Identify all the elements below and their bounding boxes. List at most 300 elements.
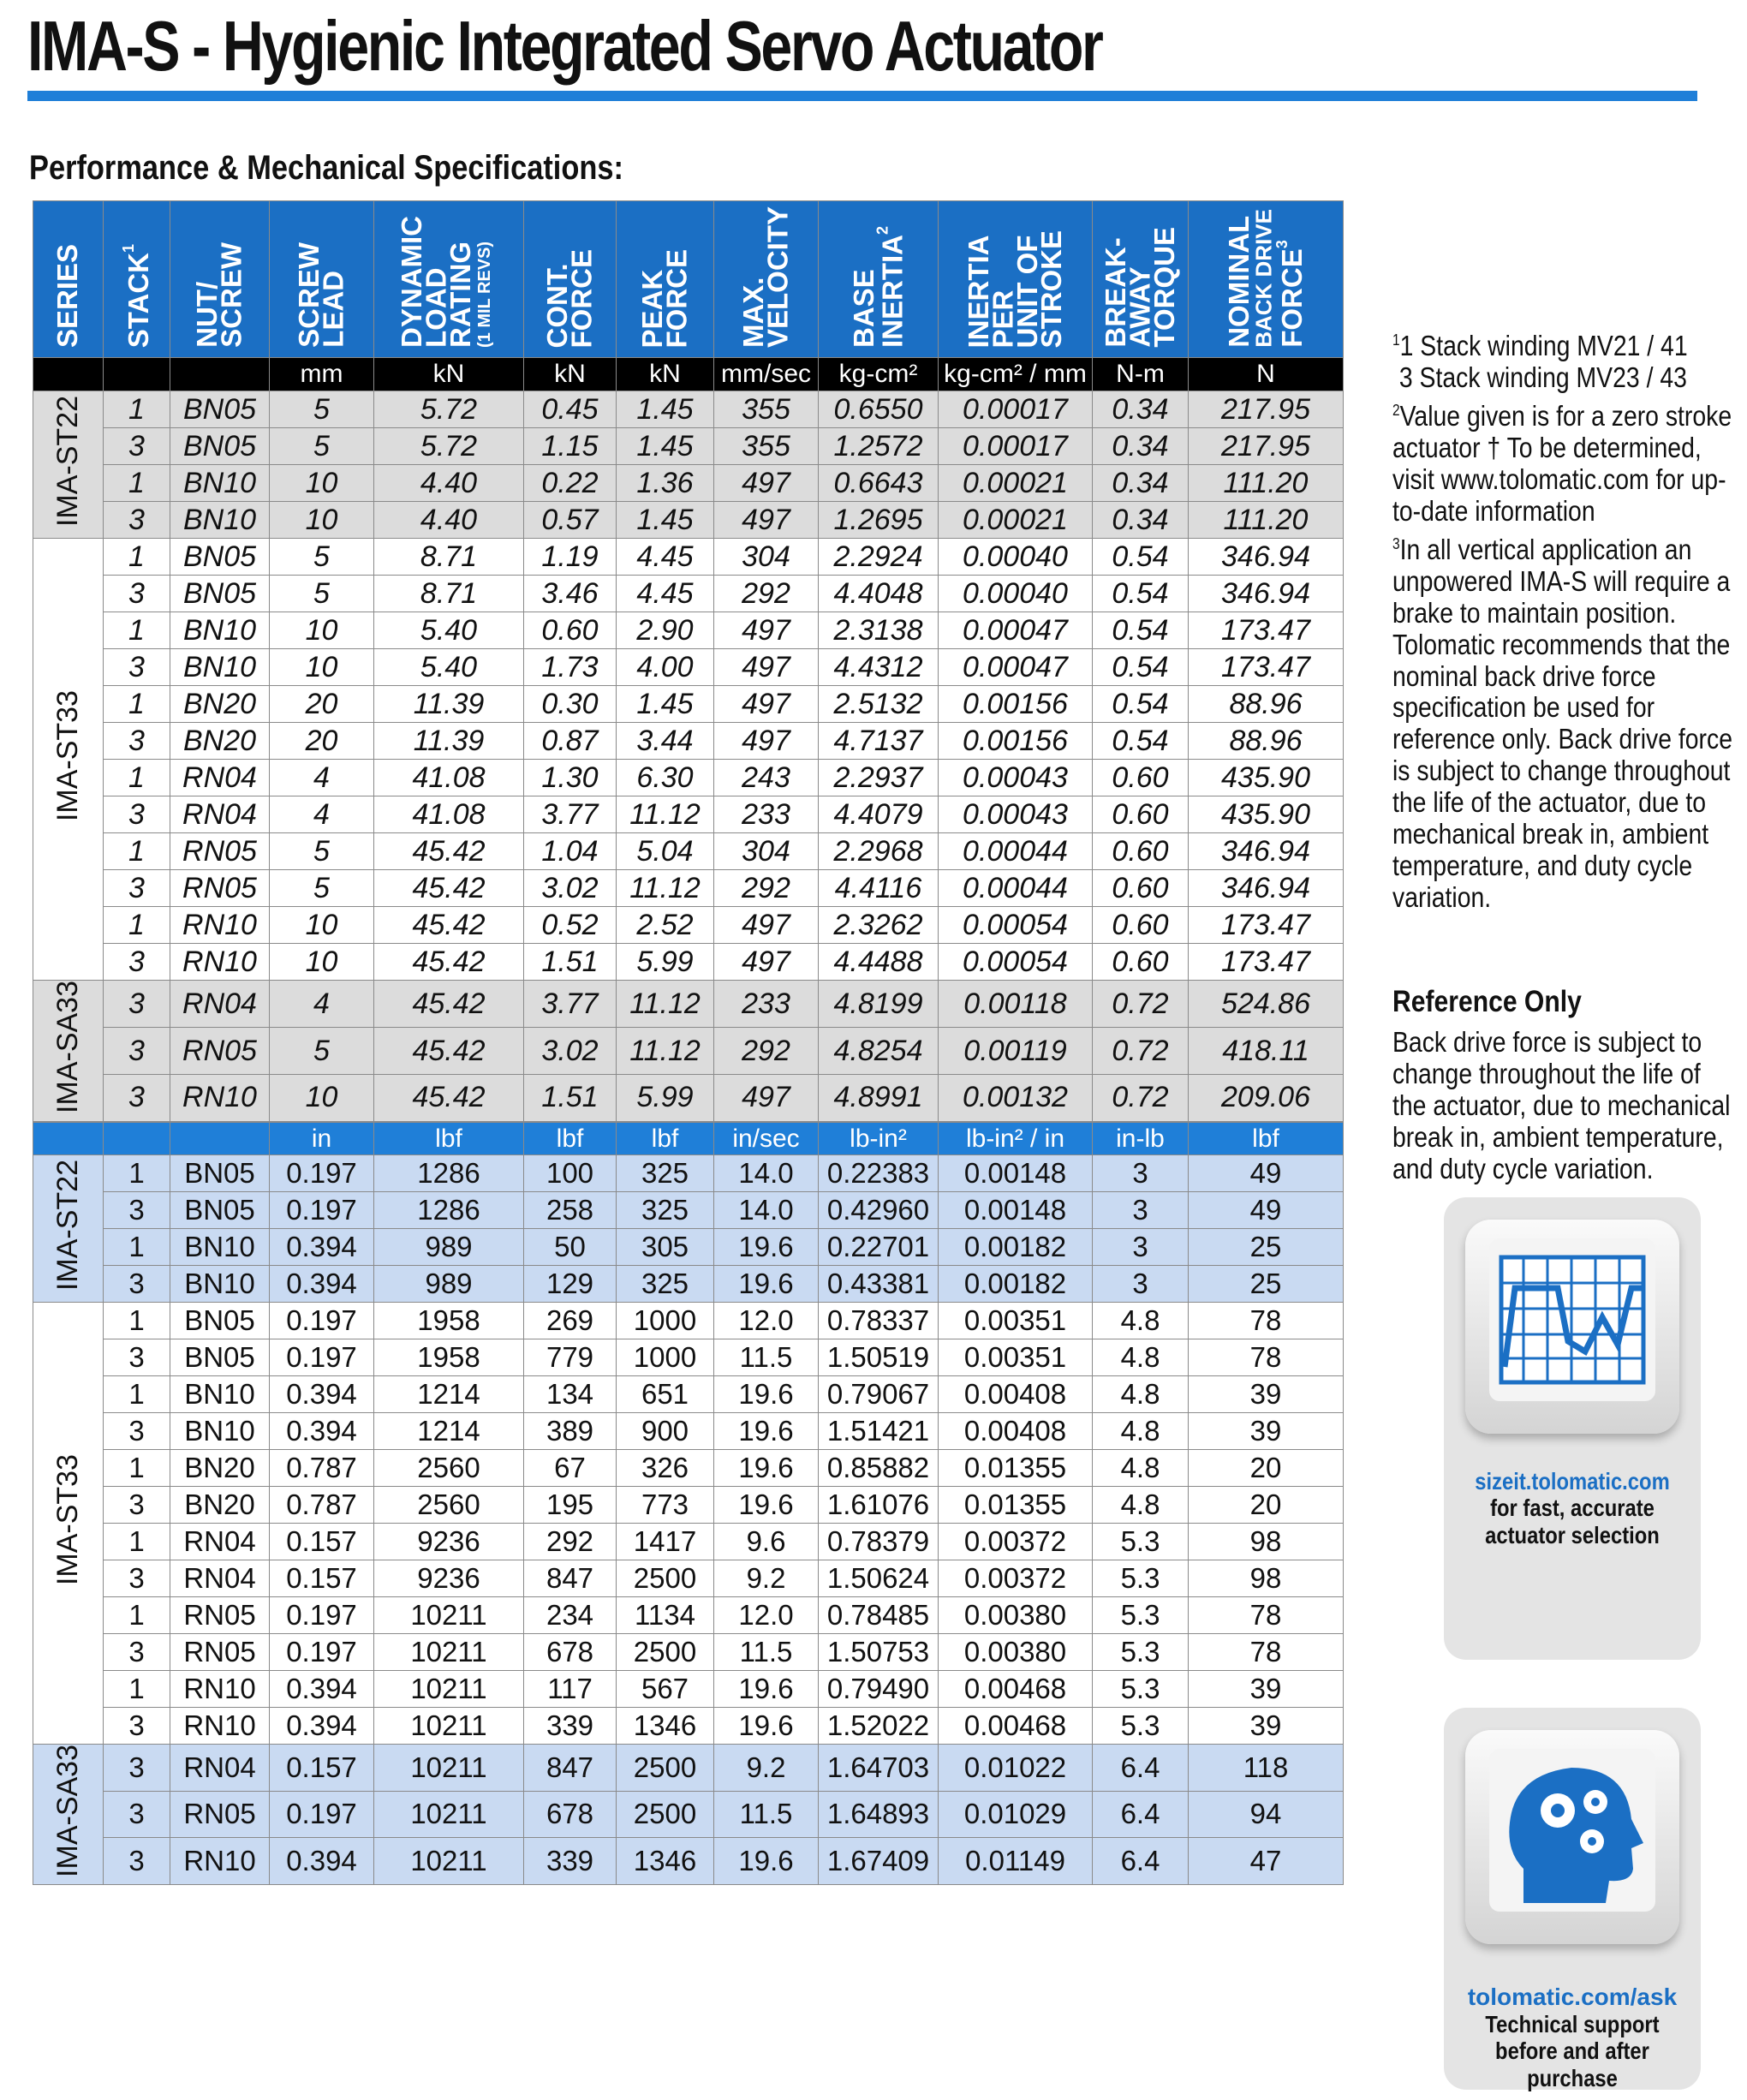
table-cell: 0.22701 xyxy=(819,1229,939,1266)
table-cell: 9.6 xyxy=(714,1524,819,1560)
table-cell: 5.3 xyxy=(1093,1671,1189,1708)
table-cell: BN05 xyxy=(170,428,270,465)
col-header-inertia-per-stroke: INERTIA PER UNIT OF STROKE xyxy=(939,201,1093,358)
sizeit-link[interactable]: sizeit.tolomatic.com xyxy=(1475,1468,1670,1494)
table-cell: 0.00119 xyxy=(939,1028,1093,1075)
table-cell: 678 xyxy=(524,1791,617,1838)
table-cell: 0.34 xyxy=(1093,465,1189,502)
table-cell: BN20 xyxy=(170,723,270,760)
units-row-imperial xyxy=(33,1123,1344,1155)
table-cell: 0.54 xyxy=(1093,649,1189,686)
table-cell: 1.30 xyxy=(524,760,617,796)
table-cell: 5 xyxy=(270,833,374,870)
table-cell: 173.47 xyxy=(1189,612,1344,649)
table-cell: 10 xyxy=(270,1075,374,1122)
table-cell: BN10 xyxy=(170,1229,270,1266)
table-cell: 5.3 xyxy=(1093,1560,1189,1597)
table-cell: 4 xyxy=(270,796,374,833)
table-row xyxy=(33,1838,1344,1885)
table-row xyxy=(33,649,1344,686)
table-cell: 651 xyxy=(617,1376,714,1413)
section-subtitle: Performance & Mechanical Specifications: xyxy=(29,149,623,187)
table-cell: RN05 xyxy=(170,1791,270,1838)
table-row xyxy=(33,833,1344,870)
table-cell: 173.47 xyxy=(1189,944,1344,981)
table-cell: 325 xyxy=(617,1266,714,1303)
table-cell: 0.00351 xyxy=(939,1303,1093,1339)
sizeit-card[interactable] xyxy=(1444,1197,1701,1660)
table-cell: 1.45 xyxy=(617,686,714,723)
table-cell: 2.2924 xyxy=(819,539,939,576)
col-header-stack: STACK$^1$ xyxy=(104,201,170,358)
table-cell: 0.22383 xyxy=(819,1155,939,1192)
table-cell: 0.54 xyxy=(1093,686,1189,723)
table-cell: 4.8 xyxy=(1093,1376,1189,1413)
table-cell: 233 xyxy=(714,796,819,833)
table-cell: 0.00468 xyxy=(939,1671,1093,1708)
table-cell: 0.00372 xyxy=(939,1560,1093,1597)
unit-cell: lbf xyxy=(524,1123,617,1155)
table-cell: 20 xyxy=(1189,1450,1344,1487)
col-header-series: SERIES xyxy=(33,201,104,358)
table-cell: 0.6550 xyxy=(819,391,939,428)
table-cell: 20 xyxy=(270,723,374,760)
table-cell: 2.2968 xyxy=(819,833,939,870)
table-cell: 10 xyxy=(270,465,374,502)
table-cell: 497 xyxy=(714,723,819,760)
table-cell: 1 xyxy=(104,907,170,944)
table-cell: 1.45 xyxy=(617,502,714,539)
table-cell: 0.78485 xyxy=(819,1597,939,1634)
table-row xyxy=(33,428,1344,465)
series-label: IMA-ST33 xyxy=(33,1303,104,1745)
table-cell: 4.4488 xyxy=(819,944,939,981)
table-row xyxy=(33,796,1344,833)
table-cell: 1000 xyxy=(617,1303,714,1339)
table-cell: 12.0 xyxy=(714,1303,819,1339)
table-cell: 0.85882 xyxy=(819,1450,939,1487)
table-cell: 5 xyxy=(270,428,374,465)
table-cell: 0.6643 xyxy=(819,465,939,502)
table-cell: 1.50753 xyxy=(819,1634,939,1671)
table-cell: 10 xyxy=(270,502,374,539)
table-cell: 2.3138 xyxy=(819,612,939,649)
table-cell: 0.00017 xyxy=(939,428,1093,465)
table-cell: 989 xyxy=(374,1266,524,1303)
table-cell: 8.71 xyxy=(374,576,524,612)
unit-cell: kg-cm² xyxy=(819,358,939,391)
table-cell: 0.60 xyxy=(524,612,617,649)
table-row xyxy=(33,1524,1344,1560)
table-cell: 0.00047 xyxy=(939,612,1093,649)
table-cell: 4.40 xyxy=(374,502,524,539)
table-cell: 346.94 xyxy=(1189,539,1344,576)
table-cell: 3 xyxy=(104,1075,170,1122)
table-cell: 1346 xyxy=(617,1708,714,1745)
table-row xyxy=(33,981,1344,1028)
table-cell: 0.60 xyxy=(1093,796,1189,833)
table-cell: 0.79067 xyxy=(819,1376,939,1413)
table-cell: 435.90 xyxy=(1189,796,1344,833)
table-cell: 3 xyxy=(1093,1192,1189,1229)
table-cell: 0.34 xyxy=(1093,428,1189,465)
unit-cell: mm xyxy=(270,358,374,391)
table-cell: 3.02 xyxy=(524,870,617,907)
table-row xyxy=(33,1075,1344,1122)
table-cell: 0.00044 xyxy=(939,870,1093,907)
table-cell: RN05 xyxy=(170,1634,270,1671)
table-cell: 19.6 xyxy=(714,1266,819,1303)
table-cell: 497 xyxy=(714,465,819,502)
table-cell: 10 xyxy=(270,612,374,649)
unit-cell xyxy=(33,358,104,391)
table-cell: 0.00132 xyxy=(939,1075,1093,1122)
table-cell: 11.5 xyxy=(714,1634,819,1671)
table-cell: 1000 xyxy=(617,1339,714,1376)
title-rule xyxy=(27,91,1697,101)
table-cell: 0.00148 xyxy=(939,1155,1093,1192)
table-cell: 0.00182 xyxy=(939,1266,1093,1303)
header-row xyxy=(33,201,1344,358)
table-row xyxy=(33,1028,1344,1075)
table-cell: 39 xyxy=(1189,1376,1344,1413)
table-cell: BN10 xyxy=(170,1376,270,1413)
table-cell: 2500 xyxy=(617,1745,714,1792)
table-cell: 0.00468 xyxy=(939,1708,1093,1745)
ask-card[interactable] xyxy=(1444,1708,1701,2090)
table-cell: 0.157 xyxy=(270,1524,374,1560)
table-cell: 1.52022 xyxy=(819,1708,939,1745)
table-cell: 10211 xyxy=(374,1708,524,1745)
table-cell: 5.72 xyxy=(374,391,524,428)
table-cell: 3 xyxy=(1093,1155,1189,1192)
table-cell: 325 xyxy=(617,1155,714,1192)
table-cell: 258 xyxy=(524,1192,617,1229)
table-cell: 304 xyxy=(714,833,819,870)
table-cell: 3 xyxy=(104,1266,170,1303)
table-cell: 497 xyxy=(714,1075,819,1122)
table-cell: 19.6 xyxy=(714,1450,819,1487)
table-cell: 173.47 xyxy=(1189,649,1344,686)
col-header-nut-screw: NUT/ SCREW xyxy=(170,201,270,358)
table-cell: 304 xyxy=(714,539,819,576)
ask-text: Technical support before and after purchase xyxy=(1485,2011,1660,2091)
col-header-screw-lead: SCREW LEAD xyxy=(270,201,374,358)
table-cell: 1 xyxy=(104,1303,170,1339)
table-row xyxy=(33,1597,1344,1634)
table-cell: 3 xyxy=(104,502,170,539)
table-cell: 1.45 xyxy=(617,391,714,428)
table-cell: 0.00148 xyxy=(939,1192,1093,1229)
table-row xyxy=(33,1376,1344,1413)
table-row xyxy=(33,1745,1344,1792)
unit-cell: lbf xyxy=(1189,1123,1344,1155)
table-cell: 45.42 xyxy=(374,1075,524,1122)
col-header-back-drive-force: NOMINAL BACK DRIVE FORCE$^3$ xyxy=(1189,201,1344,358)
table-cell: 100 xyxy=(524,1155,617,1192)
series-label: IMA-ST33 xyxy=(33,539,104,981)
table-cell: 45.42 xyxy=(374,870,524,907)
col-header-dynamic-load: DYNAMIC LOAD RATING (1 MIL REVS) xyxy=(374,201,524,358)
table-cell: 1 xyxy=(104,1450,170,1487)
table-cell: 0.197 xyxy=(270,1791,374,1838)
table-cell: 4.8199 xyxy=(819,981,939,1028)
table-row xyxy=(33,1266,1344,1303)
table-cell: 0.00156 xyxy=(939,723,1093,760)
table-cell: 773 xyxy=(617,1487,714,1524)
table-cell: 11.39 xyxy=(374,686,524,723)
table-cell: 4.4079 xyxy=(819,796,939,833)
table-cell: 0.60 xyxy=(1093,833,1189,870)
table-cell: 5.3 xyxy=(1093,1597,1189,1634)
table-cell: 497 xyxy=(714,944,819,981)
table-cell: 5 xyxy=(270,1028,374,1075)
table-row xyxy=(33,612,1344,649)
table-row xyxy=(33,1303,1344,1339)
table-cell: BN10 xyxy=(170,465,270,502)
table-cell: 14.0 xyxy=(714,1192,819,1229)
table-cell: 2.52 xyxy=(617,907,714,944)
table-cell: 346.94 xyxy=(1189,833,1344,870)
table-cell: 3 xyxy=(104,1339,170,1376)
table-row xyxy=(33,1413,1344,1450)
table-cell: 111.20 xyxy=(1189,502,1344,539)
table-cell: 39 xyxy=(1189,1708,1344,1745)
table-cell: 0.78337 xyxy=(819,1303,939,1339)
table-cell: BN20 xyxy=(170,1450,270,1487)
table-cell: 0.34 xyxy=(1093,502,1189,539)
table-cell: 11.5 xyxy=(714,1339,819,1376)
table-cell: 19.6 xyxy=(714,1708,819,1745)
table-cell: 234 xyxy=(524,1597,617,1634)
table-cell: BN10 xyxy=(170,1266,270,1303)
table-cell: 0.197 xyxy=(270,1339,374,1376)
table-row xyxy=(33,391,1344,428)
table-cell: 0.00017 xyxy=(939,391,1093,428)
table-cell: 497 xyxy=(714,502,819,539)
table-cell: 129 xyxy=(524,1266,617,1303)
table-cell: 4.45 xyxy=(617,576,714,612)
table-cell: 0.72 xyxy=(1093,1028,1189,1075)
unit-cell: lbf xyxy=(374,1123,524,1155)
table-cell: 435.90 xyxy=(1189,760,1344,796)
table-cell: 6.4 xyxy=(1093,1745,1189,1792)
reference-title: Reference Only xyxy=(1392,985,1582,1018)
imperial-spec-table xyxy=(33,1122,1344,1885)
table-cell: 0.60 xyxy=(1093,870,1189,907)
table-cell: 4.8 xyxy=(1093,1413,1189,1450)
table-cell: 4.8 xyxy=(1093,1450,1189,1487)
table-cell: 19.6 xyxy=(714,1413,819,1450)
unit-cell: kN xyxy=(524,358,617,391)
table-cell: 117 xyxy=(524,1671,617,1708)
table-cell: 305 xyxy=(617,1229,714,1266)
ask-link[interactable]: tolomatic.com/ask xyxy=(1467,1984,1678,2010)
table-cell: 3 xyxy=(104,1634,170,1671)
table-cell: RN05 xyxy=(170,1028,270,1075)
table-cell: 0.00040 xyxy=(939,576,1093,612)
table-cell: 0.00021 xyxy=(939,502,1093,539)
table-cell: 3 xyxy=(1093,1229,1189,1266)
table-cell: 3.46 xyxy=(524,576,617,612)
table-row xyxy=(33,1791,1344,1838)
table-cell: 0.00118 xyxy=(939,981,1093,1028)
table-cell: 6.4 xyxy=(1093,1838,1189,1885)
table-cell: 0.394 xyxy=(270,1266,374,1303)
table-cell: 5.3 xyxy=(1093,1708,1189,1745)
sizeit-text: for fast, accurate actuator selection xyxy=(1485,1494,1660,1548)
footnote-1: $^1$1 Stack winding MV21 / 41 3 Stack winding MV23 / 43 xyxy=(1392,330,1688,393)
table-cell: RN04 xyxy=(170,760,270,796)
table-cell: 45.42 xyxy=(374,981,524,1028)
table-row xyxy=(33,1192,1344,1229)
head-gears-icon xyxy=(1465,1730,1679,1944)
col-header-cont-force: CONT. FORCE xyxy=(524,201,617,358)
table-cell: RN04 xyxy=(170,1560,270,1597)
table-cell: 10 xyxy=(270,649,374,686)
table-cell: BN05 xyxy=(170,1303,270,1339)
table-cell: 19.6 xyxy=(714,1671,819,1708)
table-cell: 325 xyxy=(617,1192,714,1229)
table-cell: 41.08 xyxy=(374,796,524,833)
table-cell: 10211 xyxy=(374,1597,524,1634)
table-cell: 779 xyxy=(524,1339,617,1376)
table-cell: 78 xyxy=(1189,1634,1344,1671)
table-cell: 0.60 xyxy=(1093,760,1189,796)
table-cell: 0.00156 xyxy=(939,686,1093,723)
table-cell: BN05 xyxy=(170,1155,270,1192)
table-cell: 5 xyxy=(270,391,374,428)
table-cell: 5.99 xyxy=(617,1075,714,1122)
table-cell: 2.3262 xyxy=(819,907,939,944)
table-cell: 173.47 xyxy=(1189,907,1344,944)
series-label: IMA-SA33 xyxy=(33,1745,104,1885)
table-cell: 25 xyxy=(1189,1229,1344,1266)
table-cell: 1.50624 xyxy=(819,1560,939,1597)
table-cell: 0.197 xyxy=(270,1303,374,1339)
table-row xyxy=(33,576,1344,612)
table-cell: 497 xyxy=(714,649,819,686)
table-cell: 10211 xyxy=(374,1791,524,1838)
table-cell: 1286 xyxy=(374,1155,524,1192)
table-row xyxy=(33,760,1344,796)
table-cell: 2.90 xyxy=(617,612,714,649)
table-cell: 900 xyxy=(617,1413,714,1450)
table-cell: 3 xyxy=(104,1487,170,1524)
col-header-breakaway-torque: BREAK- AWAY TORQUE xyxy=(1093,201,1189,358)
table-cell: 3.44 xyxy=(617,723,714,760)
table-cell: 4.8 xyxy=(1093,1487,1189,1524)
table-cell: 4.45 xyxy=(617,539,714,576)
table-row xyxy=(33,465,1344,502)
table-cell: 217.95 xyxy=(1189,391,1344,428)
table-cell: 134 xyxy=(524,1376,617,1413)
table-cell: 1.19 xyxy=(524,539,617,576)
table-cell: 10211 xyxy=(374,1671,524,1708)
table-cell: 4.8254 xyxy=(819,1028,939,1075)
table-cell: 0.157 xyxy=(270,1560,374,1597)
table-cell: 1.61076 xyxy=(819,1487,939,1524)
table-cell: 9236 xyxy=(374,1560,524,1597)
table-cell: 0.197 xyxy=(270,1155,374,1192)
table-row xyxy=(33,907,1344,944)
table-cell: 78 xyxy=(1189,1597,1344,1634)
table-cell: 11.12 xyxy=(617,981,714,1028)
table-cell: 217.95 xyxy=(1189,428,1344,465)
table-cell: 20 xyxy=(1189,1487,1344,1524)
table-cell: 3 xyxy=(104,944,170,981)
table-cell: 41.08 xyxy=(374,760,524,796)
table-cell: 1.64703 xyxy=(819,1745,939,1792)
table-cell: 2.2937 xyxy=(819,760,939,796)
table-cell: 11.12 xyxy=(617,796,714,833)
table-cell: 0.394 xyxy=(270,1671,374,1708)
table-cell: 847 xyxy=(524,1745,617,1792)
unit-cell: in xyxy=(270,1123,374,1155)
table-cell: 3 xyxy=(104,1560,170,1597)
table-cell: RN10 xyxy=(170,944,270,981)
table-cell: 45.42 xyxy=(374,1028,524,1075)
table-cell: 339 xyxy=(524,1838,617,1885)
table-cell: BN10 xyxy=(170,502,270,539)
table-row xyxy=(33,1155,1344,1192)
table-cell: 678 xyxy=(524,1634,617,1671)
table-cell: BN05 xyxy=(170,1192,270,1229)
table-row xyxy=(33,1487,1344,1524)
unit-cell: N-m xyxy=(1093,358,1189,391)
table-cell: 0.00372 xyxy=(939,1524,1093,1560)
table-cell: 0.79490 xyxy=(819,1671,939,1708)
table-cell: 1214 xyxy=(374,1376,524,1413)
table-cell: 1 xyxy=(104,1376,170,1413)
table-cell: 3 xyxy=(104,576,170,612)
table-cell: 0.45 xyxy=(524,391,617,428)
table-cell: 1 xyxy=(104,760,170,796)
table-row xyxy=(33,1634,1344,1671)
table-cell: 0.01022 xyxy=(939,1745,1093,1792)
table-row xyxy=(33,539,1344,576)
table-cell: 0.197 xyxy=(270,1634,374,1671)
unit-cell: lbf xyxy=(617,1123,714,1155)
table-cell: 4 xyxy=(270,981,374,1028)
metric-spec-table xyxy=(33,200,1344,1122)
table-cell: 389 xyxy=(524,1413,617,1450)
table-cell: 2500 xyxy=(617,1791,714,1838)
table-cell: 4.7137 xyxy=(819,723,939,760)
table-cell: 5.72 xyxy=(374,428,524,465)
table-cell: BN05 xyxy=(170,576,270,612)
table-cell: 98 xyxy=(1189,1560,1344,1597)
table-cell: 1346 xyxy=(617,1838,714,1885)
table-cell: 3.02 xyxy=(524,1028,617,1075)
table-cell: 1 xyxy=(104,465,170,502)
table-cell: BN10 xyxy=(170,649,270,686)
table-cell: 1.45 xyxy=(617,428,714,465)
table-cell: 4.4048 xyxy=(819,576,939,612)
table-cell: RN10 xyxy=(170,1708,270,1745)
table-cell: 10211 xyxy=(374,1745,524,1792)
table-cell: 0.00380 xyxy=(939,1634,1093,1671)
unit-cell xyxy=(33,1123,104,1155)
table-cell: 567 xyxy=(617,1671,714,1708)
table-cell: 326 xyxy=(617,1450,714,1487)
unit-cell: N xyxy=(1189,358,1344,391)
table-cell: 6.4 xyxy=(1093,1791,1189,1838)
table-cell: 346.94 xyxy=(1189,870,1344,907)
table-cell: 10 xyxy=(270,907,374,944)
table-cell: 10211 xyxy=(374,1634,524,1671)
table-cell: 49 xyxy=(1189,1192,1344,1229)
